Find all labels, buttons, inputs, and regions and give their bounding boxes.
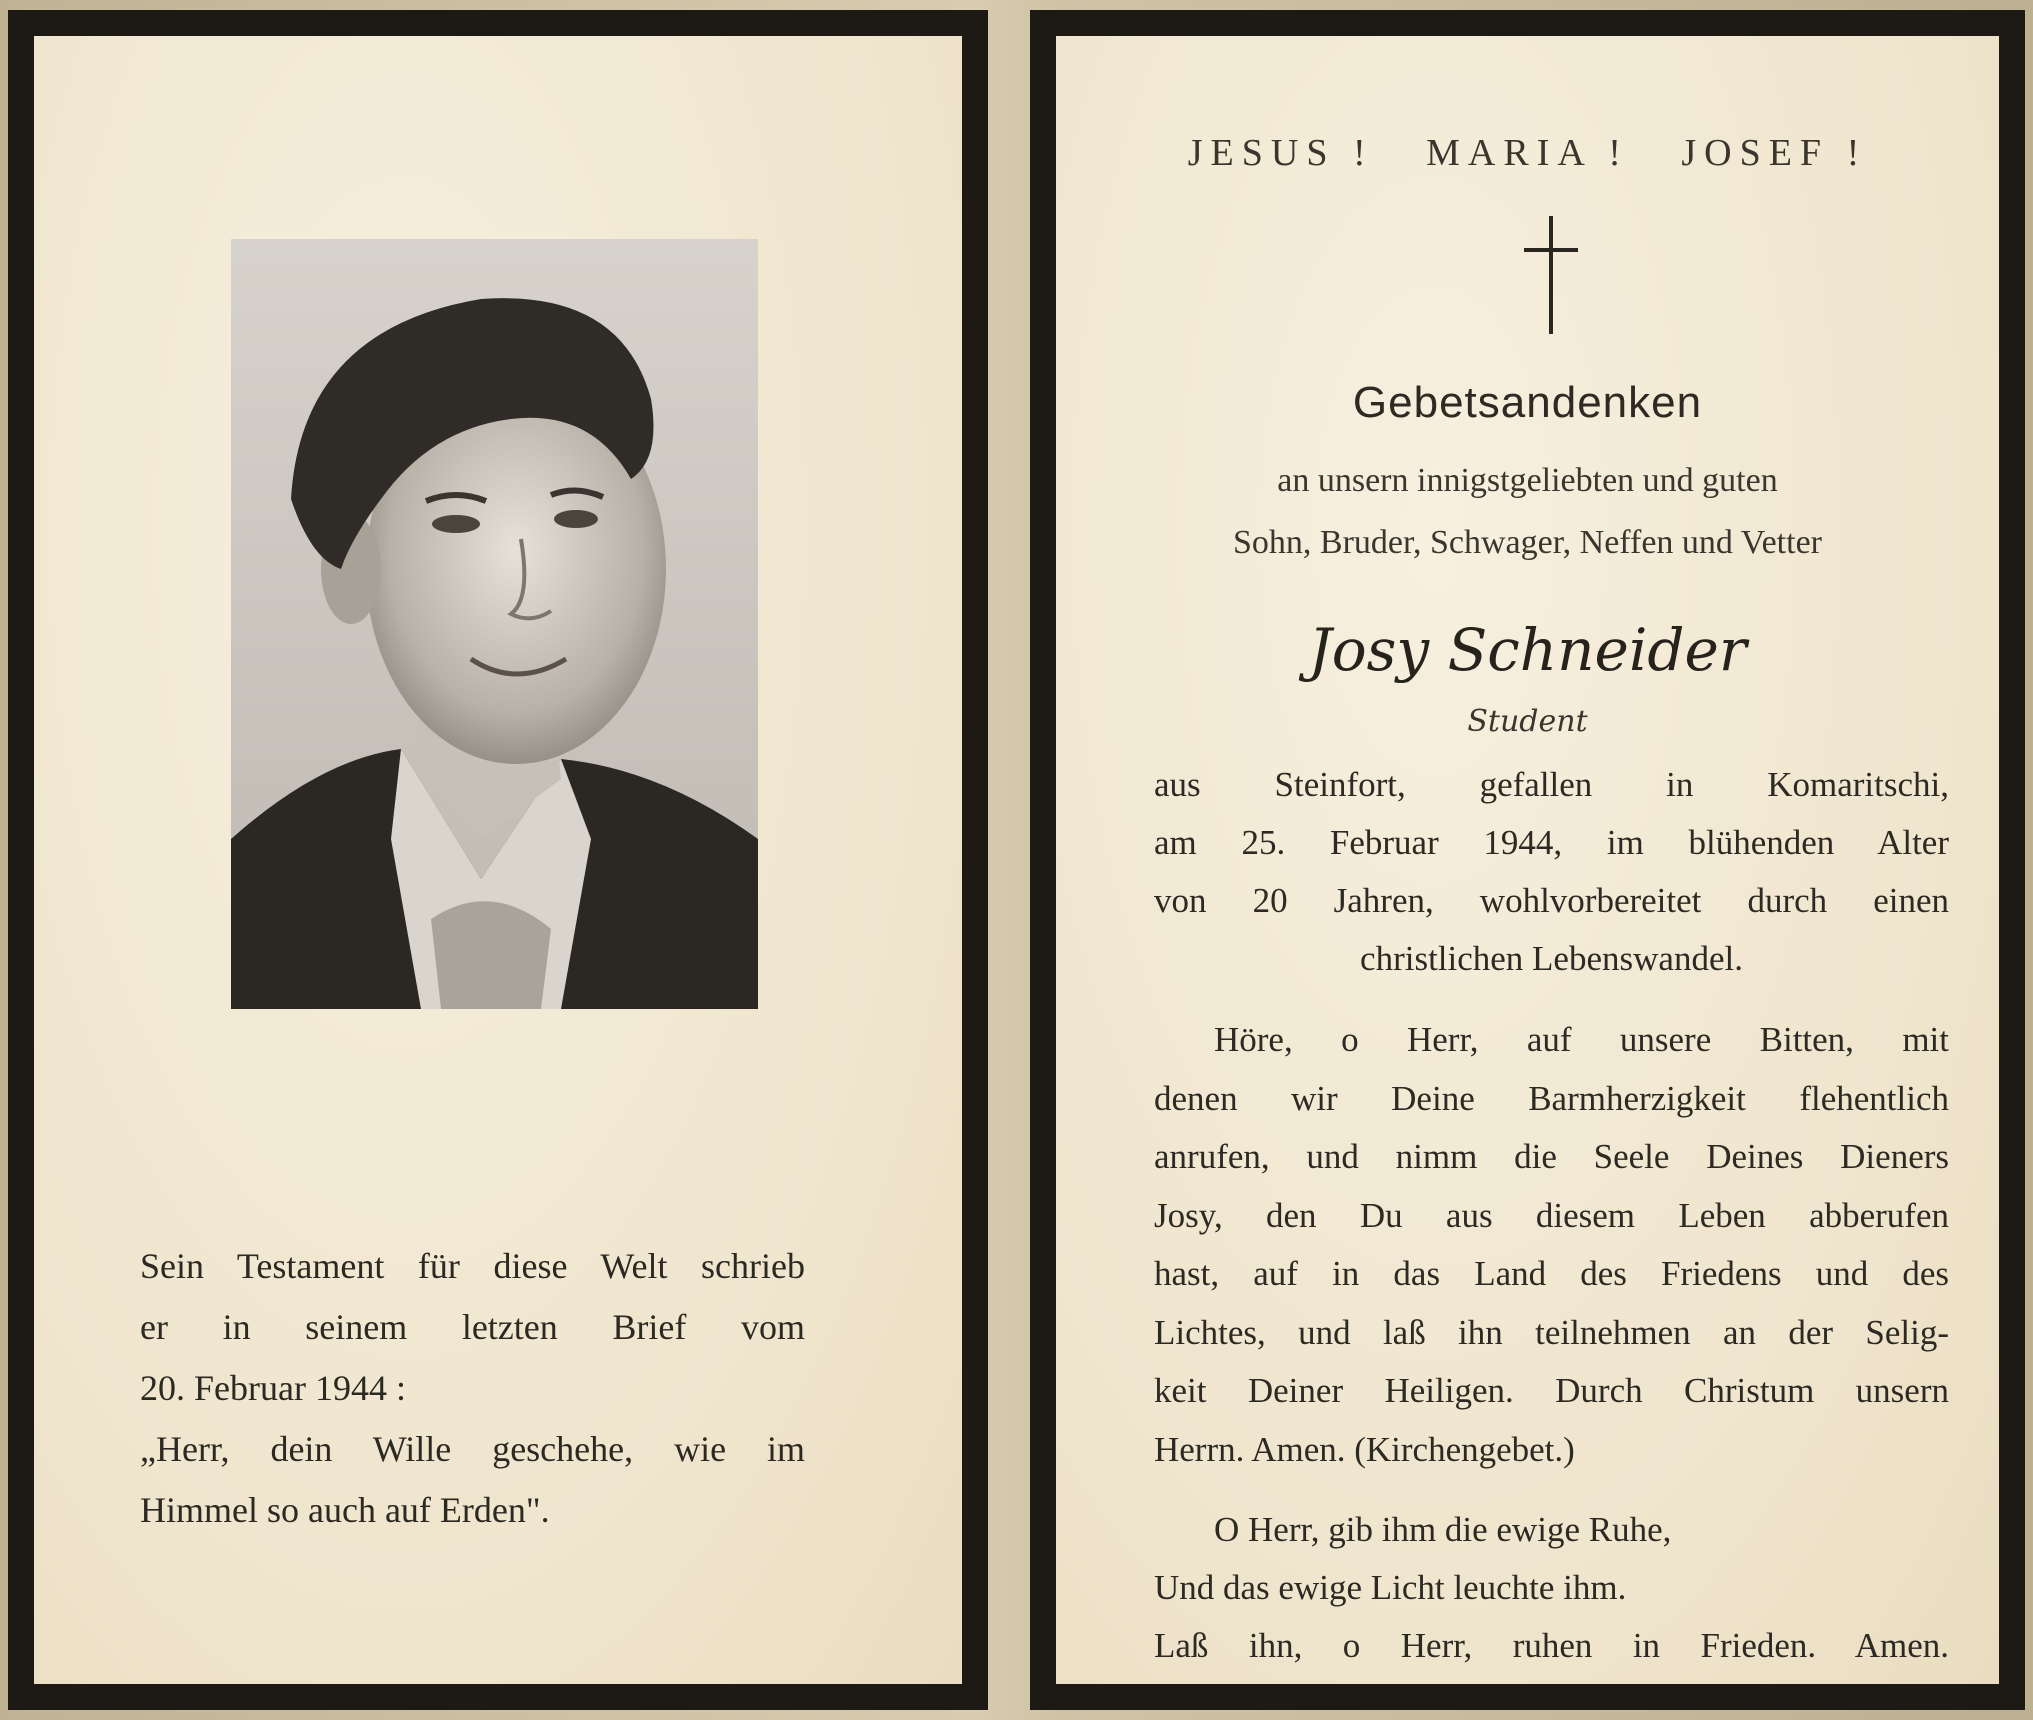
prayer-line: keit Deiner Heiligen. Durch Christum unsern [1154,1371,1949,1410]
prayer-line: Herrn. Amen. (Kirchengebet.) [1154,1429,1575,1469]
card-paper-left [34,36,962,1684]
dedication-line: Sohn, Bruder, Schwager, Neffen und Vetter [1233,524,1822,561]
prayer-line: Lichtes, und laß ihn teilnehmen an der Selig- [1154,1312,1949,1352]
closing-line: Und das ewige Licht leuchte ihm. [1154,1568,1627,1607]
memorial-card-left [8,10,988,1710]
prayer-line: Höre, o Herr, auf unsere Bitten, mit [1214,1020,1949,1059]
portrait-image [231,239,758,1009]
prayer [1154,1011,1949,1479]
latin-cross-icon [1524,216,1578,334]
testament-line: er in seinem letzten Brief vom [140,1307,805,1347]
bio-line: christlichen Lebenswandel. [1360,939,1743,978]
testament-text [140,1236,805,1541]
testament-line: 20. Februar 1944 : [140,1368,406,1408]
biography [1154,756,1949,988]
bio-line: von 20 Jahren, wohlvorbereitet durch einen [1154,881,1949,920]
prayer-line: denen wir Deine Barmherzigkeit flehentlich [1154,1078,1949,1118]
card-title: Gebetsandenken [1352,378,1703,427]
dedication [1056,450,1999,574]
bio-line: aus Steinfort, gefallen in Komaritschi, [1154,765,1949,804]
bio-line: am 25. Februar 1944, im blühenden Alter [1154,823,1949,862]
memorial-card-right [1030,10,2025,1710]
dedication-line: an unsern innigstgeliebten und guten [1277,462,1778,499]
testament-line: Himmel so auch auf Erden". [140,1490,550,1530]
closing-line: Laß ihn, o Herr, ruhen in Frieden. Amen. [1154,1626,1949,1665]
prayer-line: anrufen, und nimm die Seele Deines Dieners [1154,1137,1949,1176]
occupation: Student [1467,704,1588,739]
closing-verse [1154,1501,1949,1675]
prayer-line: hast, auf in das Land des Friedens und des [1154,1254,1949,1293]
invocation: JESUS ! MARIA ! JOSEF ! [1187,132,1868,174]
testament-line: Sein Testament für diese Welt schrieb [140,1246,805,1286]
closing-line: O Herr, gib ihm die ewige Ruhe, [1214,1510,1672,1549]
testament-line: „Herr, dein Wille geschehe, wie im [140,1429,805,1469]
portrait-photo [231,239,758,1009]
deceased-name: Josy Schneider [1308,616,1747,684]
card-paper-right [1056,36,1999,1684]
prayer-line: Josy, den Du aus diesem Leben abberufen [1154,1195,1949,1235]
